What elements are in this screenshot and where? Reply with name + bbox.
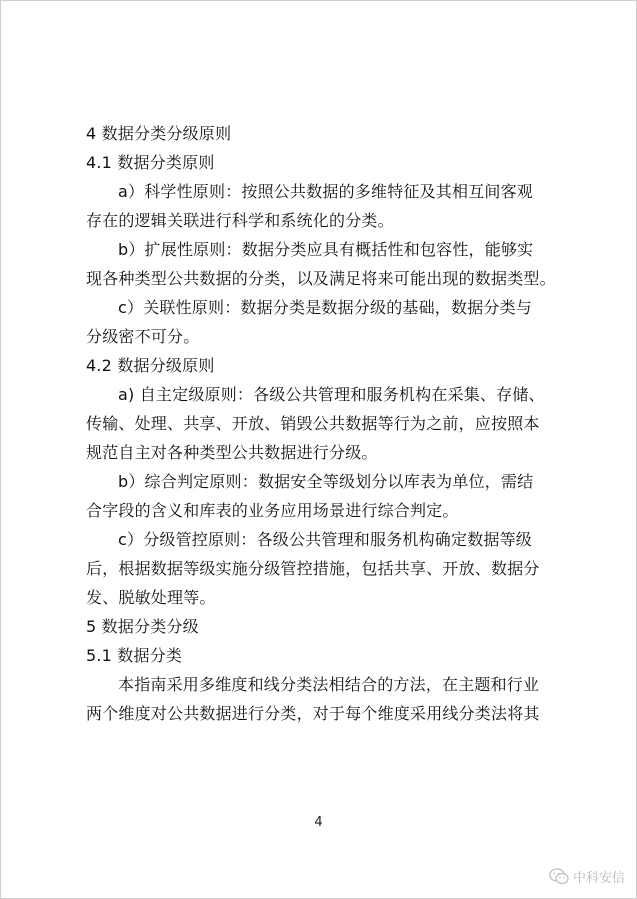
wechat-icon xyxy=(549,868,569,885)
page-number: 4 xyxy=(314,815,323,830)
section-heading: 4 数据分类分级原则 xyxy=(86,124,232,143)
paragraph-line: 合字段的含义和库表的业务应用场景进行综合判定。 xyxy=(86,501,459,520)
paragraph-line: a）科学性原则：按照公共数据的多维特征及其相互间客观 xyxy=(118,182,534,201)
subsection-heading: 5.1 数据分类 xyxy=(86,646,183,665)
paragraph-line: 传输、处理、共享、开放、销毁公共数据等行为之前，应按照本 xyxy=(86,414,540,433)
paragraph-line: a) 自主定级原则：各级公共管理和服务机构在采集、存储、 xyxy=(118,385,545,404)
paragraph-line: 后，根据数据等级实施分级管控措施，包括共享、开放、数据分 xyxy=(86,559,540,578)
paragraph-line: c）分级管控原则：各级公共管理和服务机构确定数据等级 xyxy=(118,530,532,549)
paragraph-line: 两个维度对公共数据进行分类，对于每个维度采用线分类法将其 xyxy=(86,704,540,723)
paragraph-line: 分级密不可分。 xyxy=(86,327,200,346)
subsection-heading: 4.2 数据分级原则 xyxy=(86,356,215,375)
subsection-heading: 4.1 数据分类原则 xyxy=(86,153,215,172)
paragraph-line: c）关联性原则：数据分类是数据分级的基础，数据分类与 xyxy=(118,298,532,317)
paragraph-line: 发、脱敏处理等。 xyxy=(86,588,216,607)
document-body xyxy=(86,119,566,728)
paragraph-line: 本指南采用多维度和线分类法相结合的方法，在主题和行业 xyxy=(118,675,540,694)
section-heading: 5 数据分类分级 xyxy=(86,617,199,636)
paragraph-line: b）扩展性原则：数据分类应具有概括性和包容性，能够实 xyxy=(118,240,534,259)
paragraph-line: 存在的逻辑关联进行科学和系统化的分类。 xyxy=(86,211,394,230)
watermark-label: 中科安信 xyxy=(572,871,625,886)
paragraph-line: 规范自主对各种类型公共数据进行分级。 xyxy=(86,443,378,462)
paragraph-line: 现各种类型公共数据的分类，以及满足将来可能出现的数据类型。 xyxy=(86,269,556,288)
paragraph-line: b）综合判定原则：数据安全等级划分以库表为单位，需结 xyxy=(118,472,534,491)
watermark xyxy=(549,867,625,886)
